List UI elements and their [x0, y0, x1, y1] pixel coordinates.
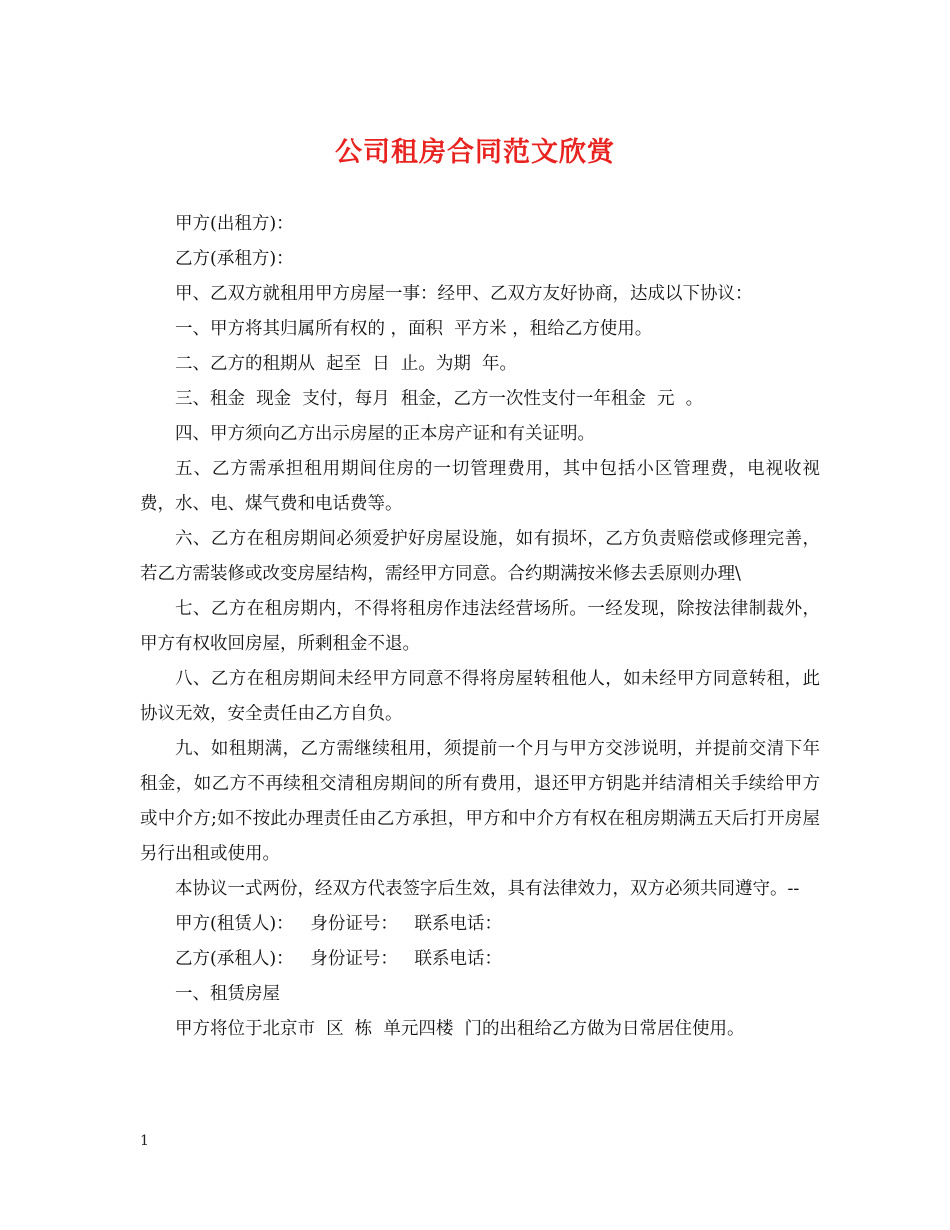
clause-6: 六、乙方在租房期间必须爱护好房屋设施，如有损坏，乙方负责赔偿或修理完善，若乙方需装修或改变房屋结构，需经甲方同意。合约期满按米修去丢原则办理\ [140, 529, 820, 584]
page-number: 1 [140, 1133, 149, 1149]
party-a-line: 甲方(出租方)： [175, 214, 294, 234]
clause-8: 八、乙方在租房期间未经甲方同意不得将房屋转租他人，如未经甲方同意转租，此协议无效，安全责任由乙方自负。 [140, 669, 820, 724]
closing-statement: 本协议一式两份，经双方代表签字后生效，具有法律效力，双方必须共同遵守。-- [175, 879, 800, 899]
clause-9: 九、如租期满，乙方需继续租用，须提前一个月与甲方交涉说明，并提前交清下年租金，如乙方不再续租交清租房期间的所有费用，退还甲方钥匙并结清相关手续给甲方或中介方;如不按此办理责任由乙方承担，甲方和中介方有权在租房期满五天后打开房屋另行出租或使用。 [140, 739, 820, 864]
document-body [140, 207, 820, 1047]
party-b-line: 乙方(承租方)： [175, 249, 294, 269]
clause-5: 五、乙方需承担租用期间住房的一切管理费用，其中包括小区管理费，电视收视费，水、电、煤气费和电话费等。 [140, 459, 820, 514]
clause-3: 三、租金 现金 支付，每月 租金，乙方一次性支付一年租金 元 。 [175, 389, 704, 409]
signature-party-b: 乙方(承租人)： 身份证号： 联系电话： [175, 949, 503, 969]
agreement-intro: 甲、乙双方就租用甲方房屋一事：经甲、乙双方友好协商，达成以下协议： [175, 284, 753, 304]
clause-2: 二、乙方的租期从 起至 日 止。为期 年。 [175, 354, 518, 374]
signature-party-a: 甲方(租赁人)： 身份证号： 联系电话： [175, 914, 503, 934]
clause-1: 一、甲方将其归属所有权的 ，面积 平方米 ，租给乙方使用。 [175, 319, 653, 339]
clause-7: 七、乙方在租房期内，不得将租房作违法经营场所。一经发现，除按法律制裁外，甲方有权收回房屋，所剩租金不退。 [140, 599, 820, 654]
section-heading: 一、租赁房屋 [175, 984, 280, 1004]
document-title: 公司租房合同范文欣赏 [335, 137, 615, 168]
section-text: 甲方将位于北京市 区 栋 单元四楼 门的出租给乙方做为日常居住使用。 [175, 1019, 745, 1039]
clause-4: 四、甲方须向乙方出示房屋的正本房产证和有关证明。 [175, 424, 595, 444]
